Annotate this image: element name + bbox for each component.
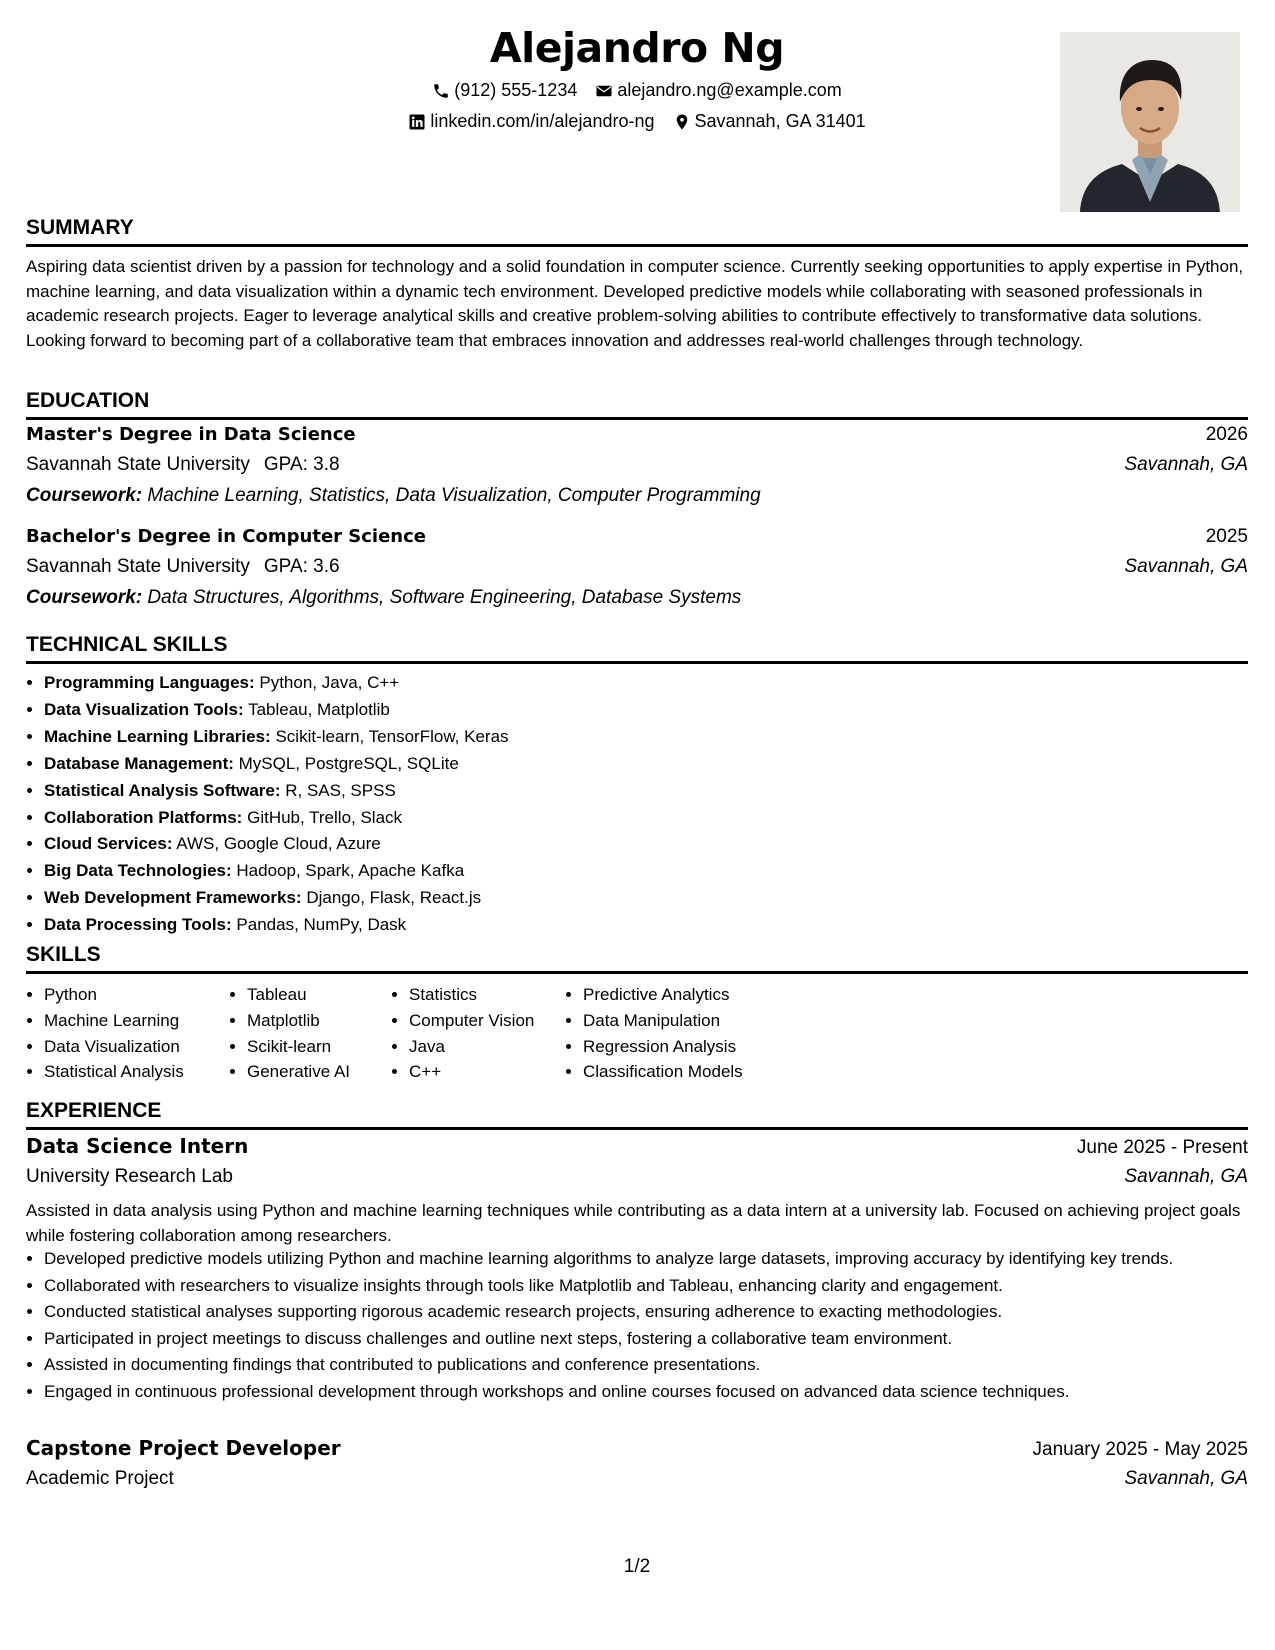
job-title: Data Science Intern (26, 1134, 249, 1158)
list-item (44, 778, 509, 805)
skill-values: MySQL, PostgreSQL, SQLite (238, 753, 459, 773)
resume-header (26, 18, 1248, 218)
degree-title: Bachelor's Degree in Computer Science (26, 526, 426, 547)
technical-skills-title: TECHNICAL SKILLS (26, 632, 1248, 664)
coursework-list: Data Structures, Algorithms, Software Engineering, Database Systems (147, 587, 742, 608)
education-title: EDUCATION (26, 388, 1248, 420)
skills-column-1 (26, 982, 229, 1085)
contact-linkedin[interactable] (408, 111, 654, 132)
list-item (44, 912, 509, 939)
degree-title: Master's Degree in Data Science (26, 424, 356, 445)
summary-text: Aspiring data scientist driven by a passion for technology and a solid foundation in computer science. Currently seeking opportunities to apply expertise in Python, machine learning, and data visualization within a dynamic tech environment. Developed predictive models while collaborating with seasoned professionals in academic research projects. Eager to leverage analytical skills and creative problem-solving abilities to contribute effectively to transformative data solutions. Looking forward to becoming part of a collaborative team that embraces innovation and addresses real-world challenges through technology. (26, 257, 1244, 350)
resume-page (26, 0, 1248, 1650)
list-item (44, 831, 509, 858)
job-title: Capstone Project Developer (26, 1436, 341, 1460)
skill-values: Django, Flask, React.js (306, 888, 482, 908)
skill-values: Pandas, NumPy, Dask (236, 915, 407, 935)
education-entry-1-school-row (26, 454, 1248, 476)
list-item: • Data Visualization (44, 1034, 229, 1060)
page-number: 1/2 (623, 1556, 651, 1577)
job-bullets (26, 1247, 1248, 1406)
job-location: Savannah, GA (1124, 1468, 1248, 1489)
gpa: GPA: 3.6 (263, 556, 340, 577)
skill-category: Big Data Technologies: (44, 861, 232, 881)
job-description: Assisted in data analysis using Python and machine learning techniques while contributing as a data intern at a university lab. Focused on achieving project goals while fostering collaboration among researchers. (26, 1201, 1241, 1245)
skill-category: Data Processing Tools: (44, 915, 232, 935)
experience-entry-2-org-row (26, 1468, 1248, 1490)
skill-category: Database Management: (44, 753, 234, 773)
list-item: • Matplotlib (247, 1008, 391, 1034)
list-item: • Developed predictive models utilizing Python and machine learning algorithms to analyze large datasets, improving accuracy by identifying key trends. (44, 1247, 1248, 1271)
skill-category: Cloud Services: (44, 834, 173, 854)
list-item: • Statistics (409, 982, 565, 1008)
job-dates: June 2025 - Present (1076, 1137, 1248, 1158)
candidate-name: Alejandro Ng (489, 24, 785, 72)
organization: Academic Project (26, 1468, 174, 1489)
phone-icon (432, 82, 450, 100)
list-item: • Statistical Analysis (44, 1059, 229, 1085)
list-item: • Computer Vision (409, 1008, 565, 1034)
education-entry-1-header (26, 424, 1248, 446)
coursework-label: Coursework: (26, 587, 143, 608)
coursework-label: Coursework: (26, 485, 143, 506)
skill-values: Scikit-learn, TensorFlow, Keras (275, 726, 509, 746)
list-item (44, 724, 509, 751)
map-pin-icon (673, 113, 691, 131)
list-item: • Collaborated with researchers to visualize insights through tools like Matplotlib and Tableau, enhancing clarity and engagement. (44, 1274, 1248, 1298)
summary-title: SUMMARY (26, 215, 1248, 247)
school-name: Savannah State University (26, 454, 250, 475)
location-text: Savannah, GA 31401 (694, 111, 866, 131)
school-location: Savannah, GA (1124, 556, 1248, 577)
skill-category: Data Visualization Tools: (44, 699, 244, 719)
skill-category: Machine Learning Libraries: (44, 726, 271, 746)
job-dates: January 2025 - May 2025 (1032, 1439, 1248, 1460)
list-item (44, 858, 509, 885)
skill-category: Programming Languages: (44, 673, 255, 692)
list-item: • Assisted in documenting findings that contributed to publications and conference presentations. (44, 1353, 1248, 1377)
experience-entry-2-header (26, 1436, 1248, 1461)
skill-values: Python, Java, C++ (259, 673, 400, 692)
skill-values: AWS, Google Cloud, Azure (176, 834, 381, 854)
organization: University Research Lab (26, 1166, 233, 1187)
linkedin-icon (408, 113, 426, 131)
list-item: • Conducted statistical analyses supporting rigorous academic research projects, ensuring adherence to exacting methodologies. (44, 1300, 1248, 1324)
skills-column-4 (565, 982, 823, 1085)
list-item: • Data Manipulation (583, 1008, 823, 1034)
job-location: Savannah, GA (1124, 1166, 1248, 1187)
list-item (44, 670, 509, 697)
list-item: • Java (409, 1034, 565, 1060)
skill-category: Web Development Frameworks: (44, 888, 302, 908)
list-item (44, 751, 509, 778)
skill-category: Statistical Analysis Software: (44, 780, 281, 800)
envelope-icon (595, 82, 613, 100)
education-entry-2-header (26, 526, 1248, 548)
list-item: • Scikit-learn (247, 1034, 391, 1060)
list-item: • Machine Learning (44, 1008, 229, 1034)
contact-location (673, 111, 866, 132)
skill-values: Tableau, Matplotlib (248, 699, 390, 719)
email-text: alejandro.ng@example.com (617, 80, 842, 100)
skill-category: Collaboration Platforms: (44, 807, 243, 827)
list-item: • Python (44, 982, 229, 1008)
skills-column-3 (391, 982, 565, 1085)
school-name: Savannah State University (26, 556, 250, 577)
list-item: • Participated in project meetings to discuss challenges and outline next steps, fostering a collaborative team environment. (44, 1327, 1248, 1351)
list-item: • Generative AI (247, 1059, 391, 1085)
contact-email[interactable] (595, 80, 841, 101)
contact-phone[interactable] (432, 80, 577, 101)
experience-title: EXPERIENCE (26, 1098, 1248, 1130)
list-item (44, 697, 509, 724)
list-item: • Regression Analysis (583, 1034, 823, 1060)
skills-column-2 (229, 982, 391, 1085)
list-item: • Engaged in continuous professional development through workshops and online courses focused on advanced data science techniques. (44, 1380, 1248, 1404)
school-location: Savannah, GA (1124, 454, 1248, 475)
degree-year: 2025 (1205, 526, 1248, 547)
list-item (44, 805, 509, 832)
skills-columns (26, 982, 823, 1085)
gpa: GPA: 3.8 (263, 454, 340, 475)
coursework-row (26, 587, 1248, 609)
experience-entry-1-header (26, 1134, 1248, 1159)
list-item (44, 885, 509, 912)
list-item: • Predictive Analytics (583, 982, 823, 1008)
linkedin-text: linkedin.com/in/alejandro-ng (430, 111, 655, 131)
list-item: • C++ (409, 1059, 565, 1085)
phone-text: (912) 555-1234 (454, 80, 578, 100)
list-item: • Tableau (247, 982, 391, 1008)
list-item: • Classification Models (583, 1059, 823, 1085)
profile-photo (1060, 32, 1240, 212)
skill-values: Hadoop, Spark, Apache Kafka (236, 861, 465, 881)
coursework-list: Machine Learning, Statistics, Data Visualization, Computer Programming (147, 485, 761, 506)
degree-year: 2026 (1205, 424, 1248, 445)
skill-values: GitHub, Trello, Slack (247, 807, 403, 827)
education-entry-2-school-row (26, 556, 1248, 578)
skill-values: R, SAS, SPSS (285, 780, 396, 800)
coursework-row (26, 485, 1248, 507)
skills-title: SKILLS (26, 942, 1248, 974)
technical-skills-list (26, 670, 509, 939)
experience-entry-1-org-row (26, 1166, 1248, 1188)
